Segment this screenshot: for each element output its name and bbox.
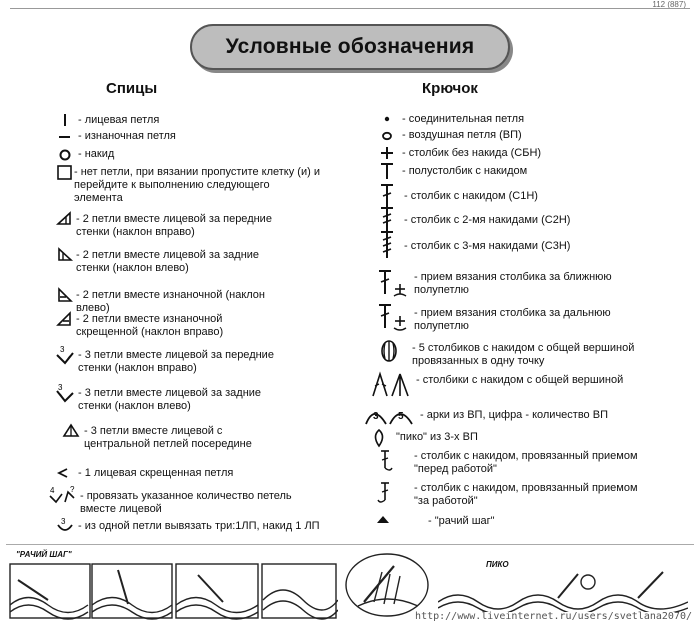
svg-text:4: 4 [50, 486, 55, 495]
arch-number-3: 3 [373, 411, 379, 422]
crochet-item-15: - "рачий шаг" [428, 515, 495, 527]
crossed-right-triangle-icon [54, 308, 76, 330]
crochet-item-13: - столбик с накидом, провязанный приемом "перед работой" [414, 450, 638, 475]
crochet-item-0: - соединительная петля [402, 113, 525, 125]
knit-item-5: - 2 петли вместе лицевой за задние стенки (наклон влево) [76, 249, 260, 274]
crochet-item-6: - столбик с 3-мя накидами (С3Н) [404, 240, 571, 252]
knit-item-10: - 3 петли вместе лицевой с центральной петлей посередине [84, 425, 252, 450]
crochet-item-10: - столбики с накидом с общей вершиной [416, 374, 624, 386]
front-post-icon [374, 448, 396, 474]
back-post-icon [374, 480, 396, 506]
picot-illustration [438, 568, 688, 617]
knit-item-0: - лицевая петля [78, 114, 160, 126]
picot-label: ПИКО [486, 560, 509, 569]
picot-icon [368, 426, 390, 448]
dc3-icon [376, 230, 398, 260]
bobble-icon [378, 338, 400, 364]
centered-triangle-icon [60, 420, 82, 442]
crochet-item-14: - столбик с накидом, провязанный приемом "за работой" [414, 482, 638, 507]
pull-through-icon [48, 484, 78, 506]
arch-number-5: 5 [398, 411, 404, 422]
square-icon [54, 162, 76, 184]
crochet-item-1: - воздушная петля (ВП) [402, 129, 522, 141]
left-tilt-triangle-icon [54, 244, 76, 266]
cluster-icon [370, 370, 410, 400]
knit-item-12: - провязать указанное количество петель вместе лицевой [80, 490, 292, 515]
svg-text:?: ? [70, 485, 75, 494]
less-than-icon [52, 462, 74, 484]
knit-item-1: - изнаночная петля [78, 130, 176, 142]
source-watermark: http://www.liveinternet.ru/users/svetlana2070/ [415, 611, 692, 622]
crochet-item-2: - столбик без накида (СБН) [402, 147, 542, 159]
crochet-item-8: - прием вязания столбика за дальнюю полупетлю [414, 307, 611, 332]
svg-text:3: 3 [60, 345, 65, 354]
knit-item-9: - 3 петли вместе лицевой за задние стенки (наклон влево) [78, 387, 262, 412]
knit-item-4: - 2 петли вместе лицевой за передние стенки (наклон вправо) [76, 213, 272, 238]
crochet-heading: Крючок [422, 80, 478, 97]
dc2-icon [376, 205, 398, 233]
knit-item-6: - 2 петли вместе изнаночной (наклон влево) [76, 289, 265, 314]
three-in-one-icon [54, 515, 76, 537]
knit-item-13: - из одной петли вывязать три:1ЛП, накид 1 ЛП [78, 520, 320, 532]
crochet-item-9: - 5 столбиков с накидом с общей вершиной провязанных в одну точку [412, 342, 635, 367]
t-icon [376, 160, 398, 182]
crochet-item-3: - полустолбик с накидом [402, 165, 528, 177]
right-tilt-triangle-icon [54, 208, 76, 230]
knit-item-3: - нет петли, при вязании пропустите клетку (и) и перейдите к выполнению следующего элемента [74, 166, 320, 204]
crab-stitch-label: "РАЧИЙ ШАГ" [16, 550, 72, 559]
knit-item-8: - 3 петли вместе лицевой за передние стенки (наклон вправо) [78, 349, 274, 374]
svg-text:3: 3 [61, 517, 66, 526]
crochet-item-7: - прием вязания столбика за ближнюю полупетлю [414, 271, 612, 296]
crochet-item-12: "пико" из 3-х ВП [396, 431, 478, 443]
crab-stitch-illustration [8, 560, 338, 625]
front-loop-icon [374, 268, 410, 298]
knit-item-7: - 2 петли вместе изнаночной скрещенной (наклон вправо) [76, 313, 224, 338]
three-right-icon [54, 344, 76, 366]
knit-item-2: - накид [78, 148, 115, 160]
top-rule [10, 8, 690, 15]
crochet-item-5: - столбик с 2-мя накидами (С2Н) [404, 214, 571, 226]
arch-icon [364, 404, 414, 426]
crochet-item-11: - арки из ВП, цифра - количество ВП [420, 409, 608, 421]
svg-text:3: 3 [58, 383, 63, 392]
title-banner [190, 24, 510, 70]
three-left-icon [54, 382, 76, 404]
page-title: Условные обозначения [225, 35, 475, 58]
page-number: 112 (887) [652, 0, 686, 9]
back-loop-icon [374, 302, 410, 332]
knit-item-11: - 1 лицевая скрещенная петля [78, 467, 234, 479]
knitting-heading: Спицы [106, 80, 158, 97]
crochet-item-4: - столбик с накидом (С1Н) [404, 190, 538, 202]
purl-left-triangle-icon [54, 284, 76, 306]
crab-icon [372, 509, 394, 531]
